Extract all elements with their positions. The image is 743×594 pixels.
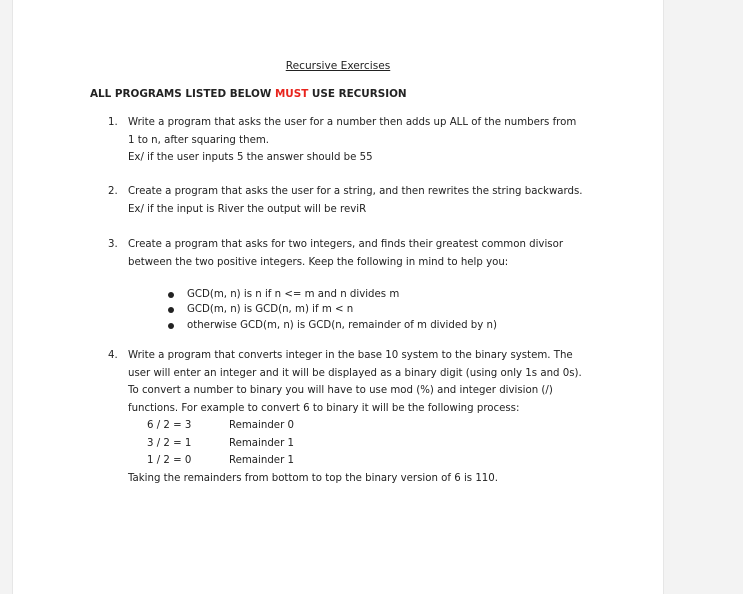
calculation-expression: 3 / 2 = 1 [147, 437, 192, 449]
heading-text-start: ALL PROGRAMS LISTED BELOW [90, 88, 275, 100]
item-number: 2. [108, 186, 118, 197]
calculation-remainder: Remainder 1 [229, 455, 294, 466]
calculation-remainder: Remainder 0 [229, 420, 294, 431]
bullet-dot-icon [168, 323, 174, 329]
item-conclusion: Taking the remainders from bottom to top the binary version of 6 is 110. [128, 472, 499, 484]
calculation-expression: 6 / 2 = 3 [147, 420, 192, 431]
document-page [12, 0, 664, 594]
bullet-dot-icon [168, 307, 174, 313]
item-line: functions. For example to convert 6 to binary it will be the following process: [128, 402, 520, 414]
bullet-item: GCD(m, n) is n if n <= m and n divides m [168, 287, 497, 302]
calculation-remainder: Remainder 1 [229, 437, 294, 449]
document-title: Recursive Exercises [285, 60, 391, 72]
item-line: user will enter an integer and it will be displayed as a binary digit (using only 1s and 0s). [128, 367, 582, 379]
heading-emphasis: MUST [274, 88, 309, 100]
item-line: Create a program that asks for two integers, and finds their greatest common divisor [128, 239, 564, 250]
item-line: Write a program that converts integer in the base 10 system to the binary system. The [128, 350, 573, 361]
item-line: Create a program that asks the user for a string, and then rewrites the string backwards. [128, 186, 583, 197]
calculation-row [128, 452, 628, 470]
item-example: Ex/ if the input is River the output will be reviR [128, 203, 367, 215]
calculation-row [128, 435, 628, 453]
bullet-item: GCD(m, n) is GCD(n, m) if m < n [168, 302, 497, 317]
item-example: Ex/ if the user inputs 5 the answer should be 55 [128, 152, 373, 163]
item-line: 1 to n, after squaring them. [128, 134, 269, 146]
calculation-row [128, 417, 628, 435]
gcd-bullet-list [168, 287, 497, 333]
bullet-dot-icon [168, 292, 174, 298]
item-line: between the two positive integers. Keep the following in mind to help you: [128, 256, 509, 268]
calculation-expression: 1 / 2 = 0 [147, 455, 192, 466]
item-number: 4. [108, 350, 118, 361]
item-number: 1. [108, 117, 118, 128]
heading-text-end: USE RECURSION [308, 88, 407, 100]
section-heading [90, 86, 407, 104]
item-line: Write a program that asks the user for a number then adds up ALL of the numbers from [128, 117, 577, 128]
item-number: 3. [108, 239, 118, 250]
bullet-item: otherwise GCD(m, n) is GCD(n, remainder of m divided by n) [168, 318, 497, 333]
item-line: To convert a number to binary you will have to use mod (%) and integer division (/) [128, 385, 553, 396]
